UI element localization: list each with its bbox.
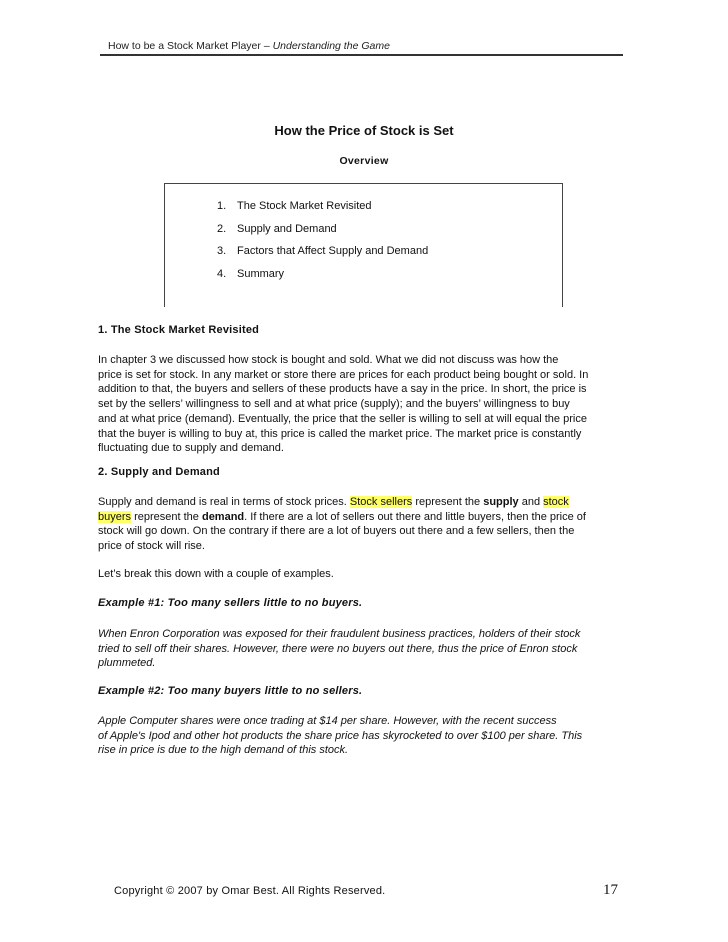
paragraph-line: that the buyer is willing to buy at, this price is called the market price. The market price is constantly [98, 427, 582, 440]
paragraph-supply-demand [98, 495, 628, 554]
header-rule [100, 54, 623, 56]
text-run: and [518, 496, 544, 508]
bold-demand: demand [201, 510, 245, 523]
copyright-notice: Copyright © 2007 by Omar Best. All Rights Reserved. [114, 885, 386, 897]
overview-item-label: Factors that Affect Supply and Demand [237, 245, 429, 258]
paragraph-line: Let’s break this down with a couple of examples. [98, 568, 334, 580]
overview-item [217, 222, 428, 245]
paragraph-line: of Apple's Ipod and other hot products the share price has skyrocketed to over $100 per share. This [98, 729, 583, 742]
text-run: . If there are a lot of sellers out there and little buyers, then the price of [244, 510, 586, 523]
section-heading-market-revisited: 1. The Stock Market Revisited [98, 324, 260, 336]
example-2-paragraph [98, 714, 628, 758]
text-run: represent the [412, 496, 484, 508]
paragraph-line [98, 495, 628, 510]
example-1-paragraph [98, 627, 628, 671]
paragraph-market-revisited [98, 353, 628, 456]
bold-supply: supply [483, 496, 519, 508]
text-run: represent the [131, 510, 202, 523]
paragraph-line [98, 510, 628, 525]
example-2-heading: Example #2: Too many buyers little to no sellers. [98, 685, 363, 697]
overview-item-number: 1. [217, 200, 227, 212]
paragraph-break-down [98, 567, 628, 582]
paragraph-line: stock will go down. On the contrary if there are a lot of buyers out there and a few sellers, then the [98, 525, 575, 538]
paragraph-line: In chapter 3 we discussed how stock is bought and sold. What we did not discuss was how the [98, 354, 559, 366]
paragraph-line: and at what price (demand). Eventually, the price that the seller is willing to sell at will equal the price [98, 412, 587, 425]
overview-label: Overview [339, 155, 389, 167]
overview-item-label: The Stock Market Revisited [237, 200, 372, 212]
page-title: How the Price of Stock is Set [274, 123, 454, 138]
overview-item-number: 3. [217, 245, 227, 258]
paragraph-line: When Enron Corporation was exposed for their fraudulent business practices, holders of their stock [98, 628, 581, 640]
paragraph-line: price of stock will rise. [98, 540, 205, 553]
overview-item-label: Supply and Demand [237, 222, 337, 235]
header-book-title: How to be a Stock Market Player [108, 40, 261, 52]
paragraph-line: tried to sell off their shares. However, there were no buyers out there, thus the price of Enron stock [98, 642, 578, 655]
overview-item [217, 244, 428, 267]
example-1-heading: Example #1: Too many sellers little to no buyers. [98, 597, 363, 609]
paragraph-line: rise in price is due to the high demand of this stock. [98, 744, 349, 757]
paragraph-line: addition to that, the buyers and sellers of these products have a say in the price. In short, the price is [98, 383, 587, 396]
overview-item [217, 267, 428, 290]
page-number: 17 [603, 882, 618, 898]
overview-item-number: 4. [217, 268, 227, 281]
text-run: Supply and demand is real in terms of stock prices. [98, 496, 350, 508]
header-subtitle: Understanding the Game [272, 40, 390, 52]
overview-item-number: 2. [217, 222, 227, 235]
overview-item [217, 199, 428, 222]
paragraph-line: Apple Computer shares were once trading at $14 per share. However, with the recent success [98, 715, 557, 727]
running-header [108, 40, 390, 52]
paragraph-line: price is set for stock. In any market or store there are prices for each product being bought or sold. In [98, 368, 589, 381]
header-separator: – [260, 40, 273, 52]
paragraph-line: fluctuating due to supply and demand. [98, 442, 284, 455]
overview-item-label: Summary [237, 268, 285, 281]
section-heading-supply-demand: 2. Supply and Demand [98, 466, 220, 478]
paragraph-line: plummeted. [98, 657, 156, 670]
highlight-buyers: buyers [98, 510, 132, 523]
highlight-stock-sellers: Stock sellers [349, 496, 413, 508]
paragraph-line: set by the sellers’ willingness to sell and at what price (supply); and the buyers’ willingness to buy [98, 398, 570, 411]
overview-list [217, 199, 428, 290]
highlight-stock: stock [543, 496, 569, 508]
